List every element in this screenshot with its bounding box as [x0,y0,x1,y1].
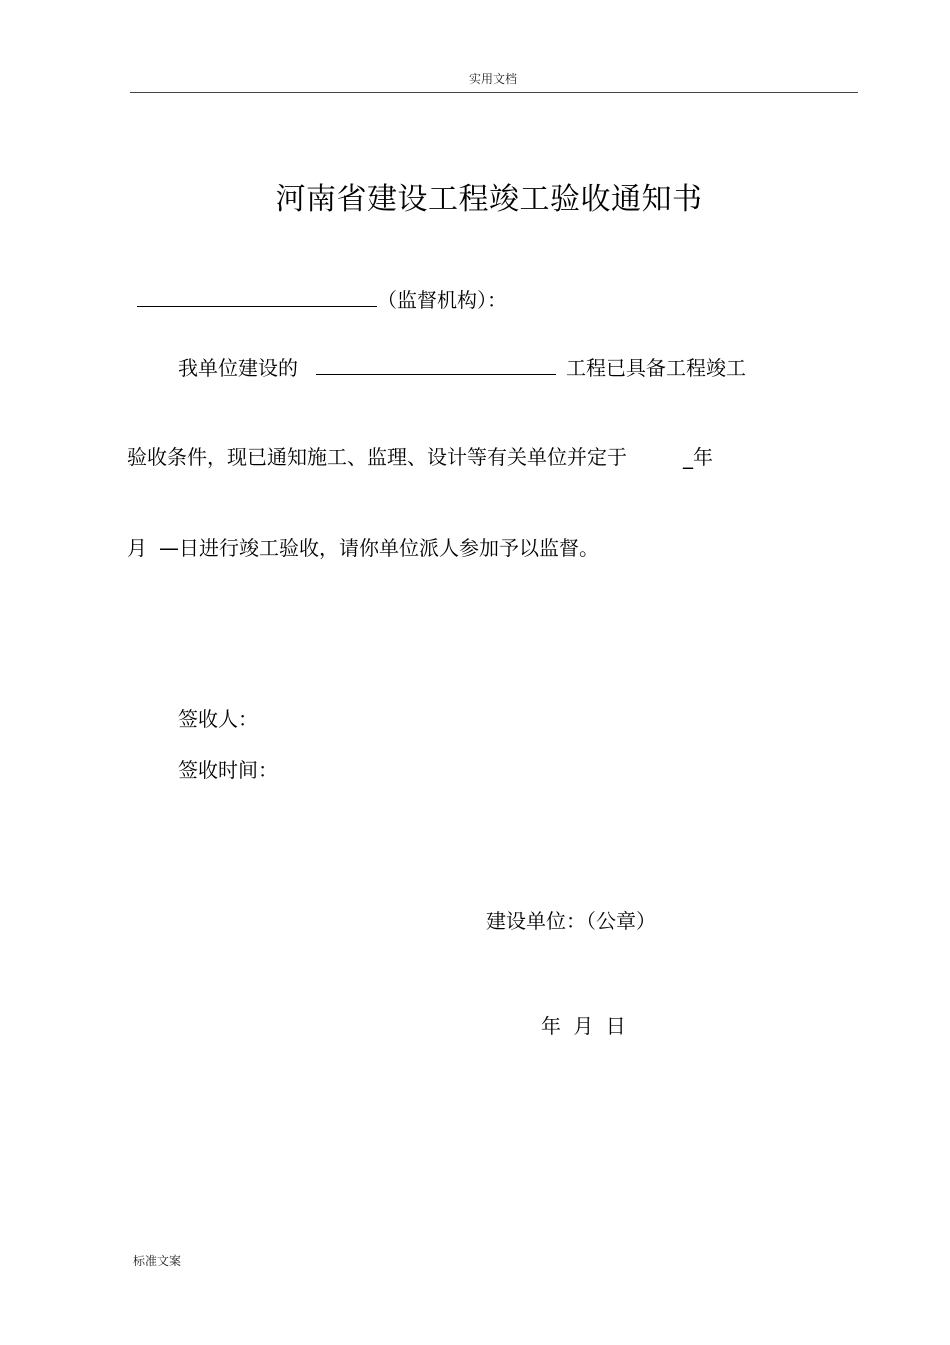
builder-seal-label: 建设单位：（公章） [486,909,656,933]
page-footer: 标准文案 [133,1254,182,1268]
line1-prefix: 我单位建设的 [178,356,298,380]
project-name-blank [316,373,556,375]
date-placeholder: 年 月 日 [541,1014,626,1038]
line2-year: _年 [683,445,713,469]
signer-label: 签收人： [178,707,258,731]
body-line-3 [127,532,599,561]
body-line-2 [127,441,713,470]
addressee-line [137,284,507,313]
header-divider [130,92,858,93]
line3-month: 月 [127,536,147,560]
body-line-1 [178,352,746,381]
line3-text: —日进行竣工验收，请你单位派人参加予以监督。 [159,536,599,560]
sign-time-label: 签收时间： [178,758,278,782]
addressee-suffix: （监督机构）： [377,288,507,312]
document-title: 河南省建设工程竣工验收通知书 [275,182,703,217]
addressee-blank [137,305,377,307]
page-header: 实用文档 [468,72,517,86]
line1-suffix: 工程已具备工程竣工 [566,356,746,380]
line2-text: 验收条件，现已通知施工、监理、设计等有关单位并定于 [127,445,627,469]
